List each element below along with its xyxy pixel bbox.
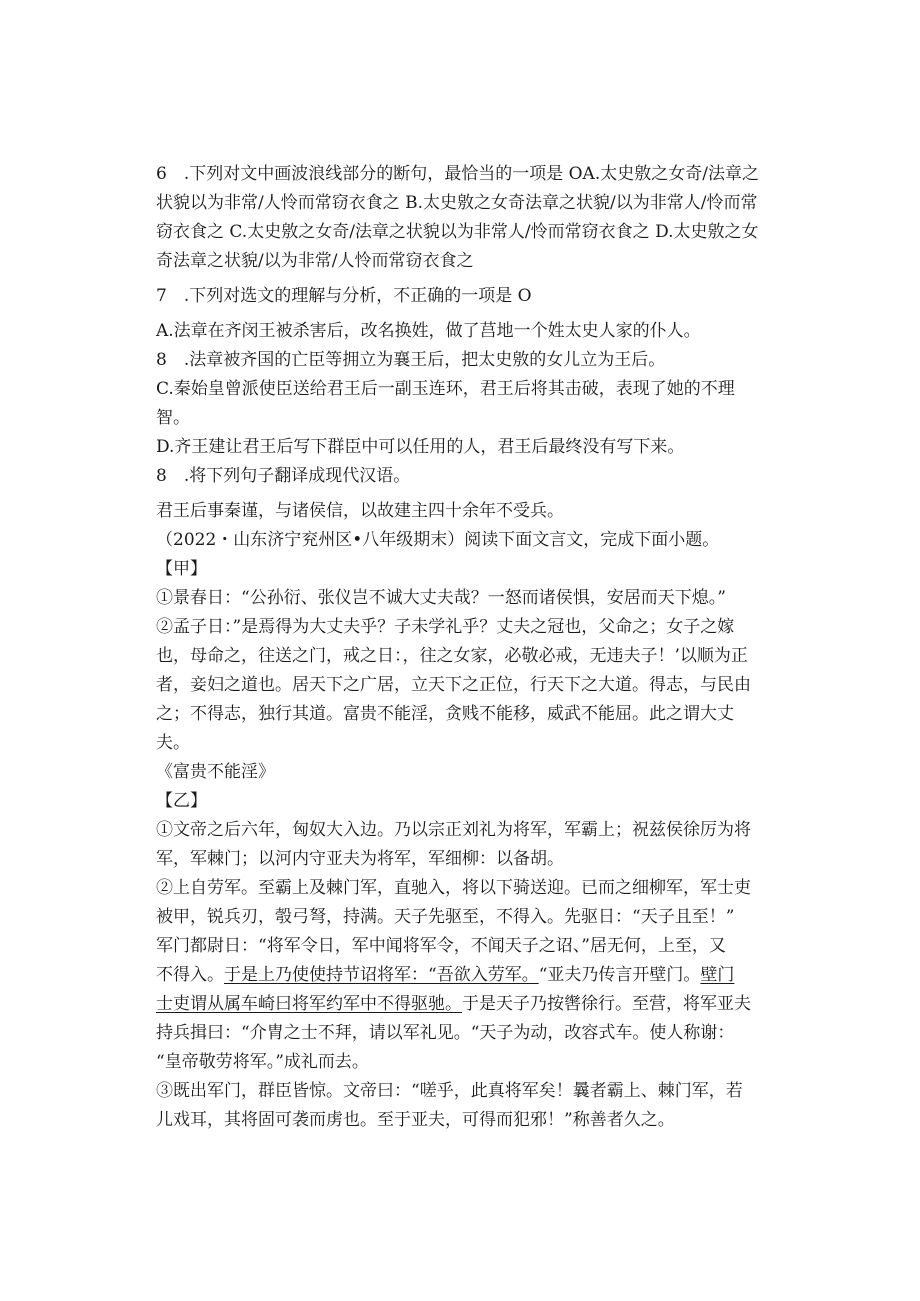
question-8 bbox=[156, 462, 776, 526]
passage-yi-paragraph-3-line: 儿戏耳，其将固可袭而虏也。至于亚夫，可得而犯邪！”称善者久之。 bbox=[156, 1110, 675, 1130]
question-7-option-d: D.齐王建让君王后写下群臣中可以任用的人，君王后最终没有写下来。 bbox=[156, 437, 685, 457]
plain-text: 于是天子乃按辔徐行。至营，将军亚夫 bbox=[462, 994, 751, 1014]
passage-jia-heading: 【甲】 bbox=[156, 559, 207, 579]
passage-yi-paragraph-2-line: 军门都尉日：“将军令日，军中闻将军令，不闻天子之诏、”居无何，上至，又 bbox=[156, 936, 726, 956]
passage-yi-paragraph-1-line: 军，军棘门；以河内守亚夫为将军，军细柳：以备胡。 bbox=[156, 849, 564, 869]
question-8-stem: 8 .将下列句子翻译成现代汉语。 bbox=[156, 466, 411, 486]
reading-section bbox=[156, 526, 776, 1135]
passage-jia-source: 《富贵不能淫》 bbox=[156, 762, 275, 782]
passage-yi-paragraph-2-line bbox=[156, 961, 776, 990]
section-intro: （2022・山东济宁兖州区•八年级期末）阅读下面文言文，完成下面小题。 bbox=[156, 530, 720, 550]
question-6-line: 6 .下列对文中画波浪线部分的断句，最恰当的一项是 OA.太史敫之女奇/法章之 bbox=[156, 164, 759, 184]
passage-jia-paragraph-2-line: 者，妾妇之道也。居天下之广居，立天下之正位，行天下之大道。得志，与民由 bbox=[156, 675, 751, 695]
question-8-sentence: 君王后事秦谨，与诸侯信，以故建主四十余年不受兵。 bbox=[156, 501, 564, 521]
passage-jia-paragraph-2-line: 之；不得志，独行其道。富贵不能淫，贪贱不能移，威武不能屈。此之谓大丈 bbox=[156, 704, 734, 724]
underlined-sentence: 于是上乃使使持节诏将军：“吾欲入劳军。 bbox=[224, 965, 539, 985]
passage-yi-paragraph-3-line: ③既出军门，群臣皆惊。文帝曰：“嗟乎，此真将军矣！曩者霸上、棘门军，若 bbox=[156, 1081, 743, 1101]
plain-text: 不得入。 bbox=[156, 965, 224, 985]
underlined-sentence: 士吏谓从属车崎曰将军约军中不得驱驰。 bbox=[156, 994, 462, 1014]
question-7-option-a: A.法章在齐闵王被杀害后，改名换姓，做了莒地一个姓太史人家的仆人。 bbox=[156, 321, 701, 341]
question-7-option-c-cont: 智。 bbox=[156, 408, 190, 428]
passage-yi-heading: 【乙】 bbox=[156, 791, 207, 811]
question-7-option-c: C.秦始皇曾派使臣送给君王后一副玉连环，君王后将其击破，表现了她的不理 bbox=[156, 379, 735, 399]
passage-jia-paragraph-2-line: 也，母命之，往送之门，戒之日：，往之女家，必敬必戒，无违夫子！’以顺为正 bbox=[156, 646, 748, 666]
question-6-line: 奇法章之状貌/以为非常/人怜而常窃衣食之 bbox=[156, 251, 474, 271]
passage-yi-paragraph-1-line: ①文帝之后六年，匈奴大入边。乃以宗正刘礼为将军，军霸上；祝兹侯徐厉为将 bbox=[156, 820, 751, 840]
document-page bbox=[156, 160, 776, 1135]
plain-text: “亚夫乃传言开壁门。 bbox=[538, 965, 701, 985]
underlined-sentence: 壁门 bbox=[700, 965, 735, 985]
question-6-line: 状貌以为非常/人怜而常窃衣食之 B.太史敫之女奇法章之状貌/以为非常人/怜而常 bbox=[156, 193, 758, 213]
question-7-stem: 7 .下列对选文的理解与分析，不正确的一项是 O bbox=[156, 286, 532, 306]
question-6 bbox=[156, 160, 776, 276]
question-7-option-b: 8 .法章被齐国的亡臣等拥立为襄王后，把太史敫的女儿立为王后。 bbox=[156, 350, 666, 370]
passage-yi-paragraph-2-line: 持兵揖曰：“介胄之士不拜，请以军礼见。“天子为动，改容式车。使人称谢： bbox=[156, 1023, 735, 1043]
passage-yi-paragraph-2-line: “皇帝敬劳将军。”成礼而去。 bbox=[156, 1052, 369, 1072]
passage-yi-paragraph-2-line: 被甲，锐兵刃，彀弓弩，持满。天子先驱至，不得入。先驱日：“天子且至！” bbox=[156, 907, 735, 927]
passage-jia-paragraph-1: ①景春日：“公孙衍、张仪岂不诚大丈夫哉？一怒而诸侯惧，安居而天下熄。” bbox=[156, 588, 726, 608]
passage-jia-paragraph-2-line: ②孟子日：”是焉得为大丈夫乎？子未学礼乎？丈夫之冠也，父命之；女子之嫁 bbox=[156, 617, 735, 637]
question-7 bbox=[156, 282, 776, 462]
passage-yi-paragraph-2-line: ②上自劳军。至霸上及棘门军，直驰入，将以下骑送迎。已而之细柳军，军士吏 bbox=[156, 878, 751, 898]
passage-yi-paragraph-2-line bbox=[156, 990, 776, 1019]
passage-jia-paragraph-2-line: 夫。 bbox=[156, 733, 190, 753]
question-6-line: 窃衣食之 C.太史敫之女奇/法章之状貌以为非常人/怜而常窃衣食之 D.太史敫之女 bbox=[156, 222, 759, 242]
